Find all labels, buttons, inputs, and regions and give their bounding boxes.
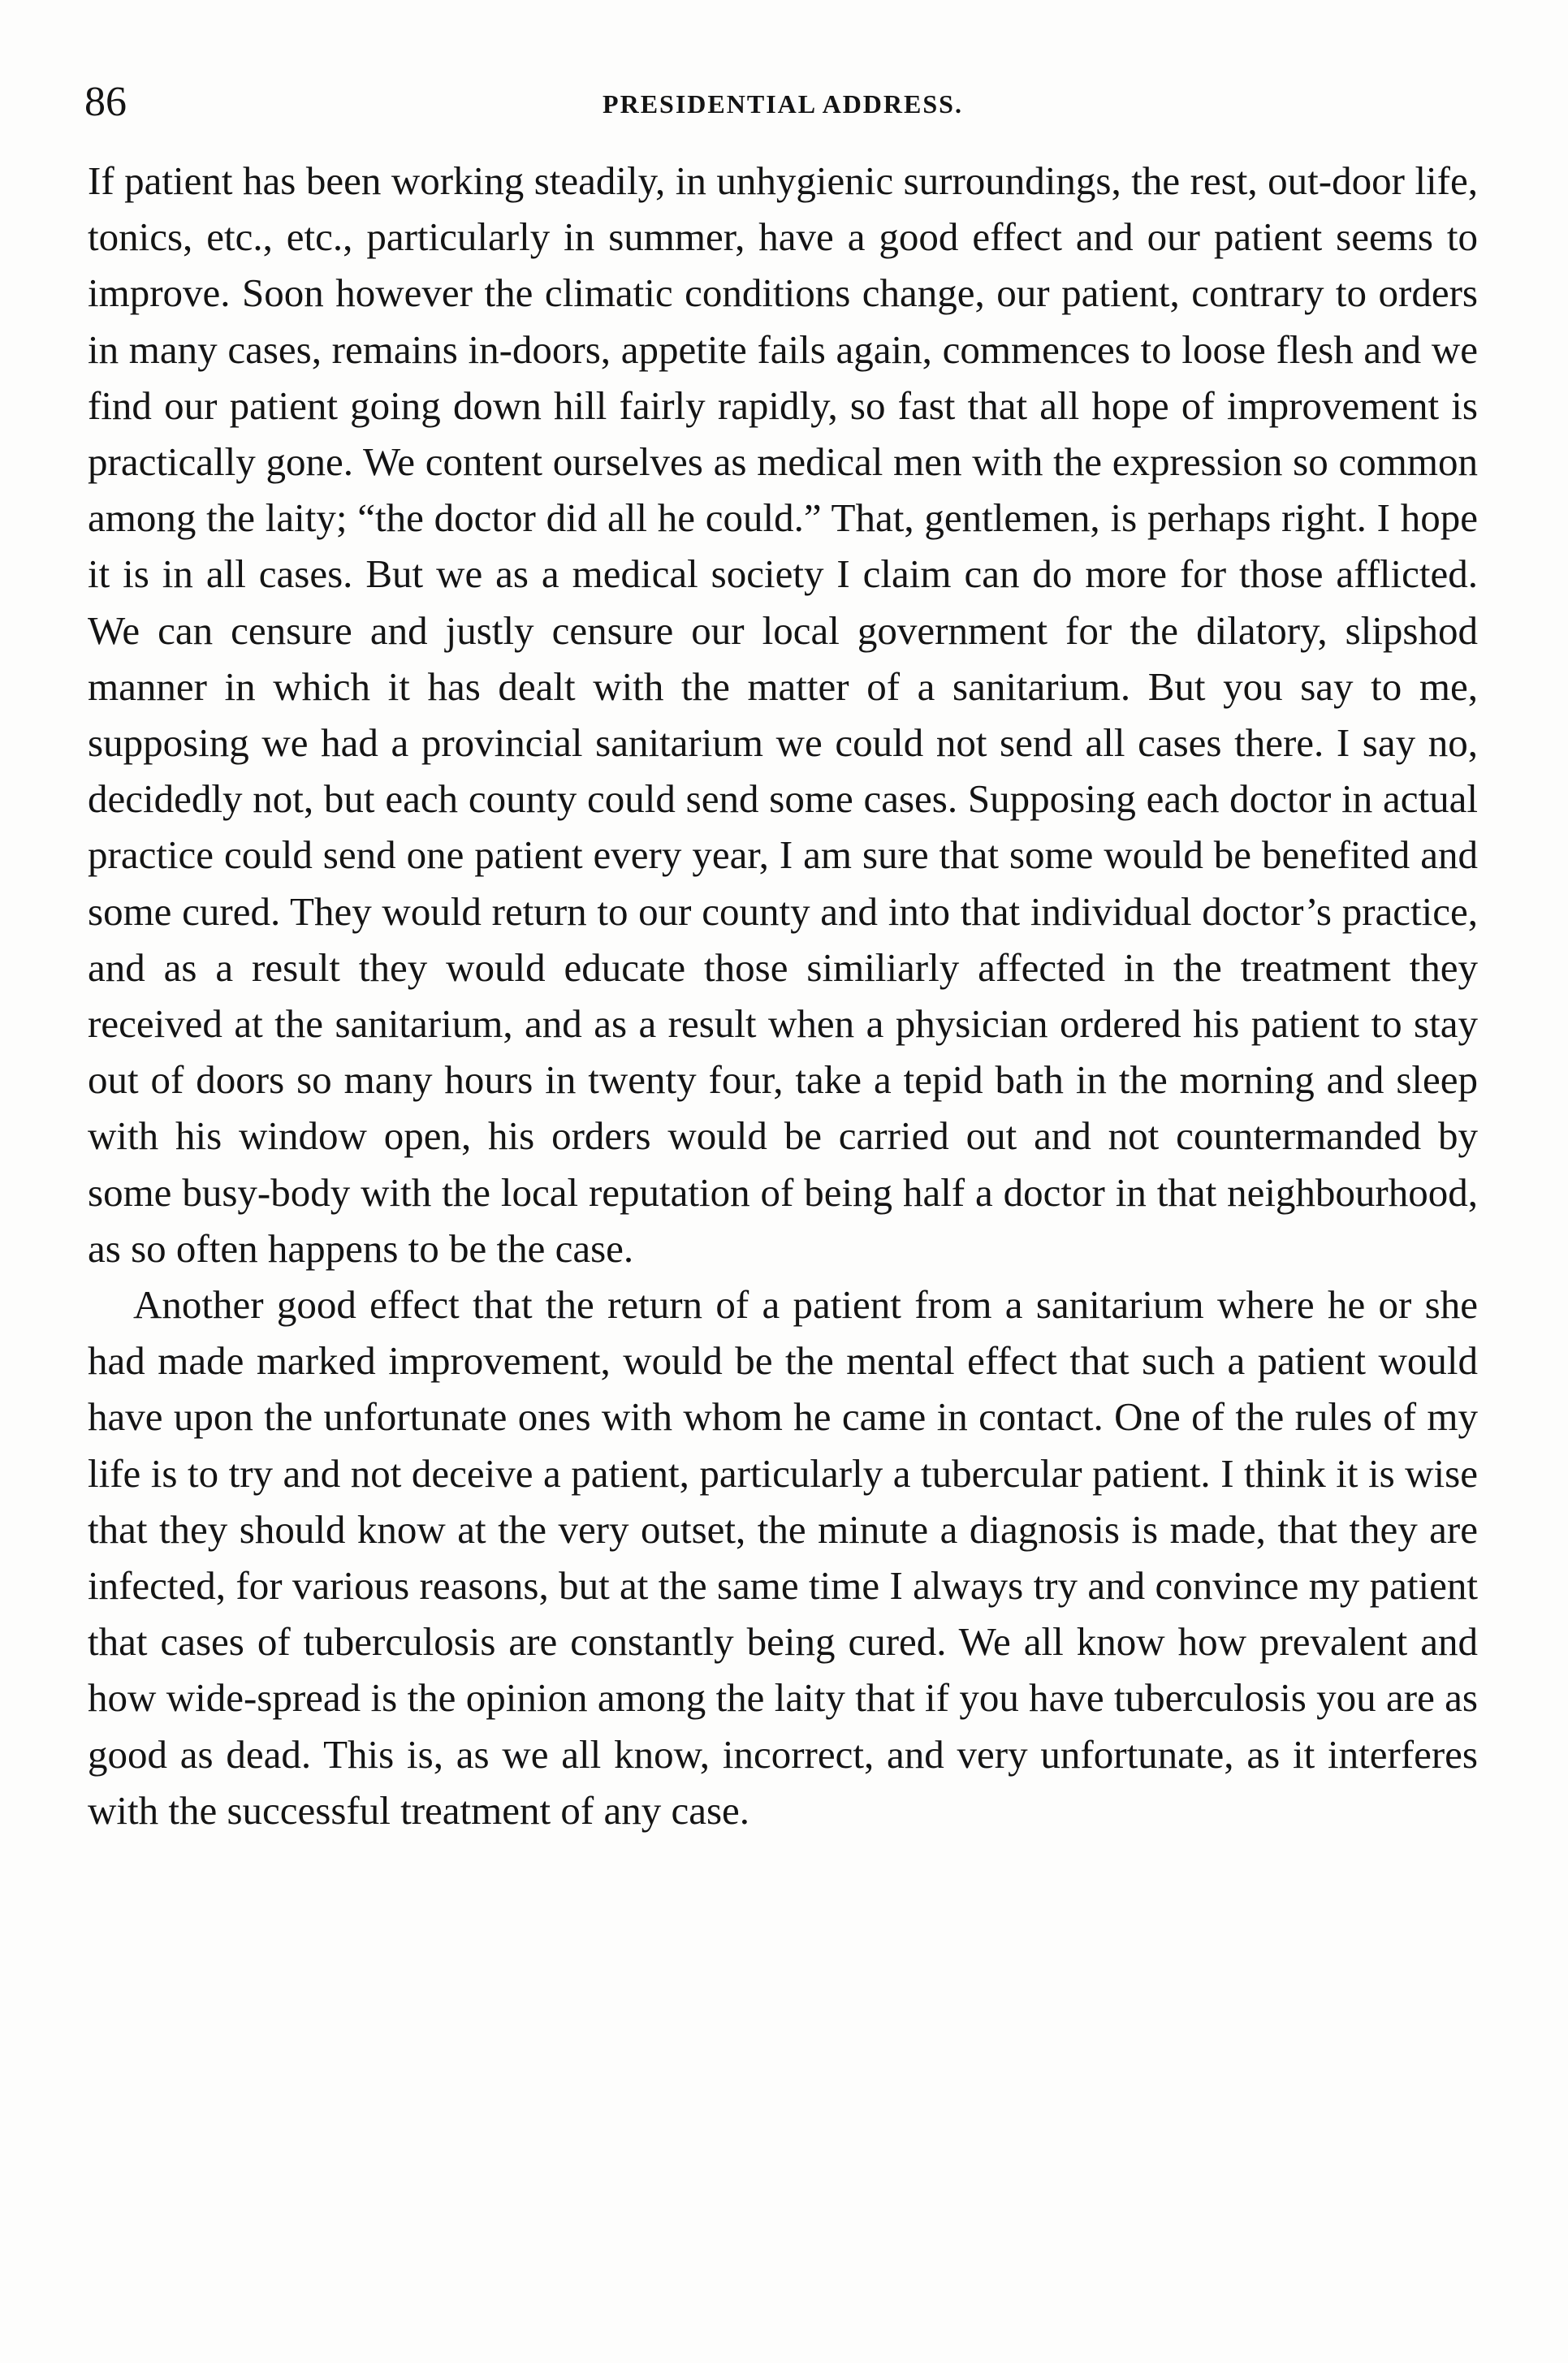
running-head: PRESIDENTIAL ADDRESS.	[603, 89, 963, 119]
page-number: 86	[84, 79, 127, 125]
body-text	[88, 153, 1478, 1838]
page-header	[84, 78, 1481, 127]
paragraph-2: Another good effect that the return of a patient from a sanitarium where he or she had made marked improvement, would be the mental effect that such a patient would have upon the unfortunate ones with whom he came in contact. One of the rules of my life is to try and not deceive a patient, particularly a tubercular patient. I think it is wise that they should know at the very outset, the minute a diagnosis is made, that they are infected, for various reasons, but at the same time I always try and convince my patient that cases of tuberculosis are constantly being cured. We all know how prevalent and how wide-spread is the opinion among the laity that if you have tuberculosis you are as good as dead. This is, as we all know, incorrect, and very unfortunate, as it interferes with the successful treatment of any case.	[88, 1282, 1478, 1833]
paragraph-1: If patient has been working steadily, in unhygienic surroundings, the rest, out-door life, tonics, etc., etc., particularly in summer, have a good effect and our patient seems to improve. Soon however the climatic conditions change, our patient, contrary to orders in many cases, remains in-doors, appetite fails again, commences to loose flesh and we find our patient going down hill fairly rapidly, so fast that all hope of improvement is practically gone. We content ourselves as medical men with the expression so common among the laity; “the doctor did all he could.” That, gentlemen, is perhaps right. I hope it is in all cases. But we as a medical society I claim can do more for those afflicted. We can censure and justly censure our local government for the dilatory, slipshod manner in which it has dealt with the matter of a sanitarium. But you say to me, supposing we had a provincial sanitarium we could not send all cases there. I say no, decidedly not, but each county could send some cases. Supposing each doctor in actual practice could send one patient every year, I am sure that some would be benefited and some cured. They would return to our county and into that individual doctor’s practice, and as a result they would educate those similiarly affected in the treatment they received at the sanitarium, and as a result when a physician ordered his patient to stay out of doors so many hours in twenty four, take a tepid bath in the morning and sleep with his window open, his orders would be carried out and not countermanded by some busy-body with the local reputation of being half a doctor in that neighbourhood, as so often happens to be the case.	[88, 158, 1478, 1271]
